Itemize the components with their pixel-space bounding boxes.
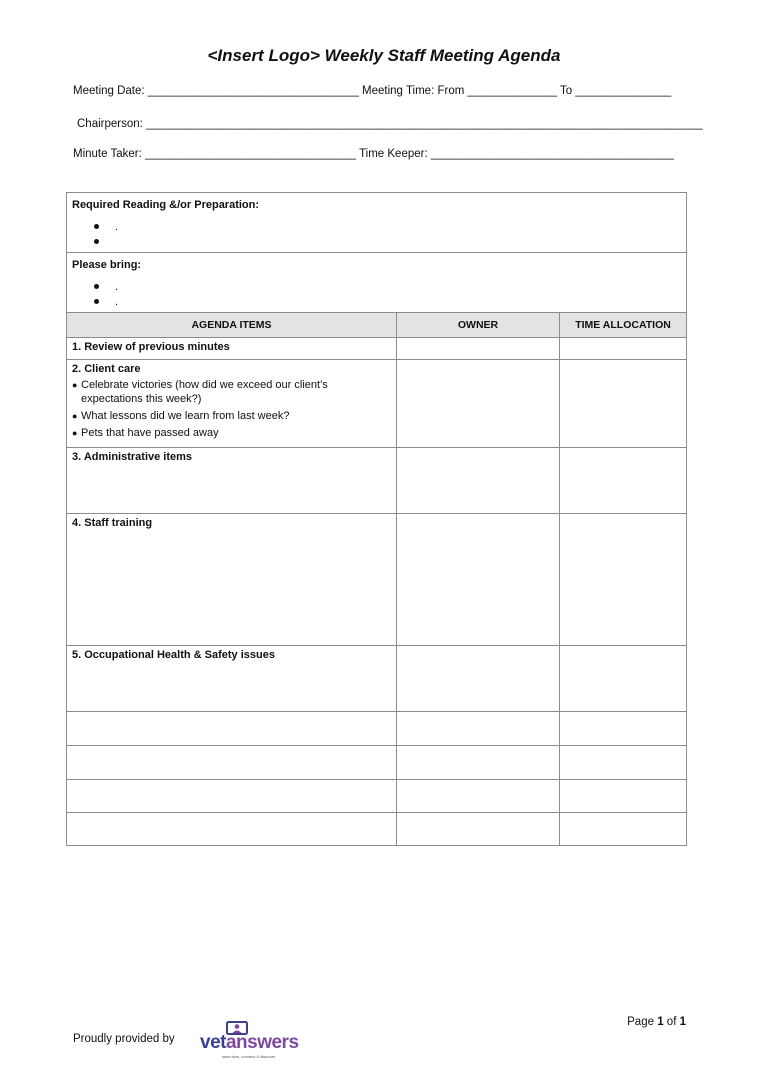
table-row [67, 360, 687, 448]
agenda-item-title: 2. Client care [72, 363, 141, 375]
table-row [67, 514, 687, 646]
owner-cell[interactable] [397, 813, 560, 846]
time-cell[interactable] [560, 360, 687, 448]
agenda-item-title: 3. Administrative items [72, 451, 193, 463]
bring-bullets [72, 279, 681, 309]
time-cell[interactable] [560, 448, 687, 514]
list-item: ● Celebrate victories (how did we exceed our client’s expectations this week?) [72, 379, 328, 405]
table-row [67, 746, 687, 780]
provided-by-text: Proudly provided by [73, 1033, 175, 1045]
owner-cell[interactable] [397, 746, 560, 780]
reading-bullets [72, 219, 681, 249]
owner-cell[interactable] [397, 448, 560, 514]
time-cell[interactable] [560, 646, 687, 712]
chairperson-line: Chairperson: _______________________________________________________________________________________ [77, 118, 703, 130]
table-row [67, 780, 687, 813]
logo-tagline: save time, connect & discover [222, 1054, 276, 1059]
owner-cell[interactable] [397, 646, 560, 712]
owner-cell[interactable] [397, 360, 560, 448]
list-item [94, 234, 681, 249]
agenda-items-header: AGENDA ITEMS [67, 313, 397, 338]
owner-cell[interactable] [397, 712, 560, 746]
time-cell[interactable] [560, 780, 687, 813]
agenda-item-title: 4. Staff training [72, 517, 153, 529]
time-cell[interactable] [560, 712, 687, 746]
bullet-icon: ● [72, 428, 78, 438]
agenda-item-cell[interactable] [67, 712, 397, 746]
vetanswers-logo [200, 1020, 299, 1060]
time-cell[interactable] [560, 514, 687, 646]
table-row [67, 646, 687, 712]
table-row [67, 448, 687, 514]
minute-taker-line: Minute Taker: _________________________________ Time Keeper: ______________________________________ [73, 148, 674, 160]
table-header-row [67, 313, 687, 338]
bullet-icon [94, 284, 99, 289]
meeting-date-time-line: Meeting Date: _________________________________ Meeting Time: From ______________ To _______________ [73, 85, 672, 97]
time-cell[interactable] [560, 813, 687, 846]
agenda-table [66, 192, 687, 846]
table-row [67, 712, 687, 746]
agenda-item-title: 1. Review of previous minutes [72, 341, 230, 353]
bullet-icon: ● [72, 411, 78, 421]
bring-row [67, 253, 687, 313]
bullet-icon [94, 299, 99, 304]
reading-label: Required Reading &/or Preparation: [72, 199, 260, 211]
agenda-item-title: 5. Occupational Health & Safety issues [72, 649, 275, 661]
agenda-item-cell[interactable] [67, 780, 397, 813]
owner-cell[interactable] [397, 514, 560, 646]
owner-cell[interactable] [397, 338, 560, 360]
logo-wordmark: vetanswers [200, 1032, 299, 1053]
agenda-item-cell[interactable] [67, 813, 397, 846]
table-row [67, 338, 687, 360]
bullet-icon: ● [72, 380, 78, 390]
owner-header: OWNER [397, 313, 560, 338]
time-cell[interactable] [560, 746, 687, 780]
table-row [67, 813, 687, 846]
agenda-item-cell[interactable] [67, 746, 397, 780]
list-item: . [94, 219, 681, 234]
bullet-icon [94, 224, 99, 229]
owner-cell[interactable] [397, 780, 560, 813]
list-item: ● Pets that have passed away [72, 427, 219, 439]
time-cell[interactable] [560, 338, 687, 360]
bring-label: Please bring: [72, 259, 142, 271]
reading-row [67, 193, 687, 253]
list-item: . [94, 294, 681, 309]
page-number: Page 1 of 1 [627, 1016, 686, 1028]
list-item: . [94, 279, 681, 294]
bullet-icon [94, 239, 99, 244]
page-title: <Insert Logo> Weekly Staff Meeting Agenda [207, 46, 561, 65]
list-item: ● What lessons did we learn from last week? [72, 410, 290, 422]
time-allocation-header: TIME ALLOCATION [560, 313, 687, 338]
